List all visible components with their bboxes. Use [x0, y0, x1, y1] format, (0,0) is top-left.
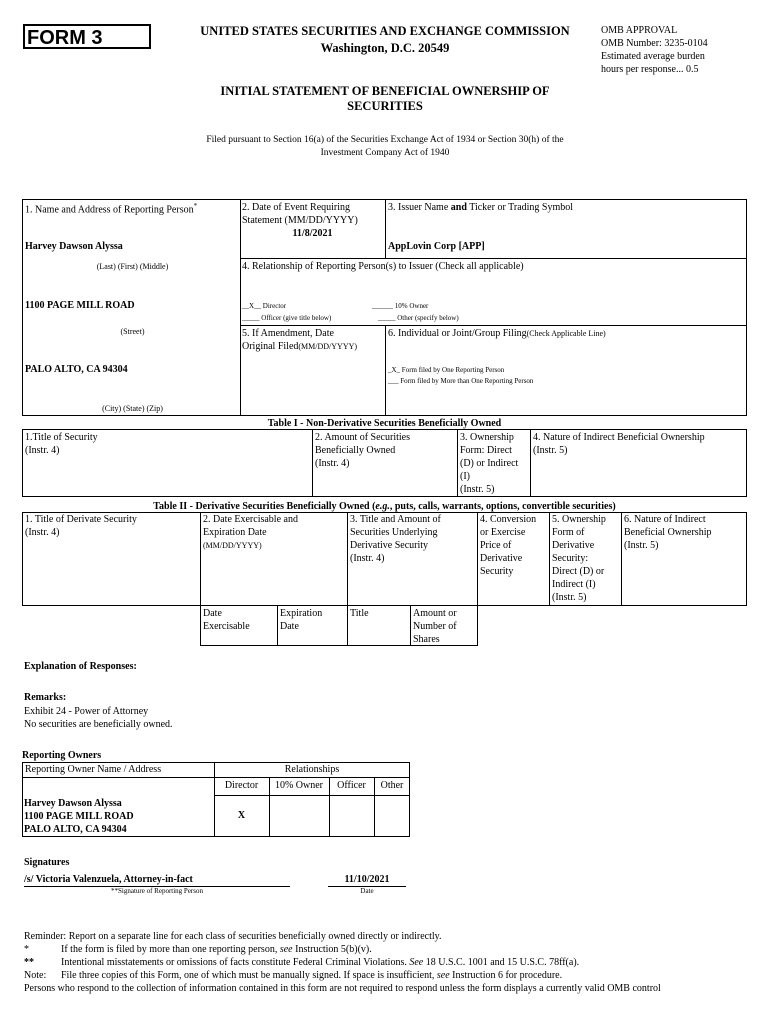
- filed-pursuant-line1: Filed pursuant to Section 16(a) of the Securities Exchange Act of 1934 or Section 30(h) of the: [206, 135, 564, 145]
- signatures-heading: Signatures: [24, 857, 70, 868]
- agency-title: [168, 24, 602, 56]
- box2-label: 2. Date of Event Requiring Statement (MM/DD/YYYY): [242, 202, 358, 226]
- box6-label: 6. Individual or Joint/Group Filing(Check Applicable Line): [388, 328, 606, 339]
- footer-persons: Persons who respond to the collection of information contained in this form are not required to respond unless the form displays a currently valid OMB control: [24, 983, 661, 994]
- signature-date-caption: Date: [360, 887, 374, 895]
- owner-director-mark: X: [237, 810, 246, 821]
- omb-number: OMB Number: 3235-0104: [601, 38, 708, 49]
- footer-note: Note: File three copies of this Form, one of which must be manually signed. If space is insufficient, see Instruction 6 for procedure.: [24, 970, 563, 981]
- form-label-box: [23, 24, 151, 49]
- signature-date: 11/10/2021: [344, 874, 390, 885]
- owner-name-address: Harvey Dawson Alyssa 1100 PAGE MILL ROAD PALO ALTO, CA 94304: [24, 798, 134, 835]
- omb-burden: Estimated average burden: [601, 51, 705, 62]
- table2-title: Table II - Derivative Securities Beneficially Owned (e.g., puts, calls, warrants, options, convertible securities): [153, 501, 616, 512]
- signature-caption: **Signature of Reporting Person: [111, 887, 203, 895]
- omb-heading: OMB APPROVAL: [601, 25, 678, 36]
- remarks-heading: Remarks:: [24, 692, 67, 703]
- agency-location: Washington, D.C. 20549: [320, 41, 450, 55]
- owners-col-other: Other: [380, 780, 404, 791]
- signature-value: /s/ Victoria Valenzuela, Attorney-in-fact: [24, 874, 193, 885]
- event-date: 11/8/2021: [292, 228, 333, 239]
- owners-col-ten-pct: 10% Owner: [274, 780, 324, 791]
- table1-col-amount: 2. Amount of Securities Beneficially Owned (Instr. 4): [315, 432, 410, 469]
- form-label: FORM 3: [27, 27, 103, 49]
- owners-col-name: Reporting Owner Name / Address: [25, 764, 162, 775]
- filing-one-person: _X_ Form filed by One Reporting Person: [388, 366, 505, 374]
- remarks-line: No securities are beneficially owned.: [24, 719, 173, 730]
- box3-label: 3. Issuer Name and Ticker or Trading Symbol: [388, 202, 574, 213]
- filed-pursuant-line2: Investment Company Act of 1940: [320, 148, 450, 158]
- table2-sub-amount: Amount or Number of Shares: [413, 608, 457, 645]
- name-caption: (Last) (First) (Middle): [96, 262, 169, 271]
- table2-sub-date-exercisable: Date Exercisable: [203, 608, 250, 632]
- table2-col-underlying: 3. Title and Amount of Securities Underlying Derivative Security (Instr. 4): [350, 514, 441, 564]
- filing-more-persons: ___ Form filed by More than One Reporting Person: [388, 377, 534, 385]
- table2-sub-title: Title: [350, 608, 369, 619]
- form-title: [150, 84, 620, 114]
- relationship-director: __X__ Director: [242, 302, 287, 310]
- reporting-person-street: 1100 PAGE MILL ROAD: [25, 300, 135, 311]
- remarks-line: Exhibit 24 - Power of Attorney: [24, 706, 149, 717]
- table1-col-title: 1.Title of Security (Instr. 4): [25, 432, 98, 456]
- footer-double-star: ** Intentional misstatements or omissions of facts constitute Federal Criminal Violations. See 18 U.S.C. 1001 and 15 U.S.C. 78ff(a).: [24, 957, 580, 968]
- relationship-other: _____ Other (specify below): [378, 314, 459, 322]
- box5-label: 5. If Amendment, Date Original Filed(MM/DD/YYYY): [242, 328, 358, 352]
- footer-notes: [24, 930, 764, 995]
- table1-col-nature: 4. Nature of Indirect Beneficial Ownership (Instr. 5): [533, 432, 705, 456]
- form-title-line1: INITIAL STATEMENT OF BENEFICIAL OWNERSHIP OF: [220, 84, 550, 98]
- relationship-officer: _____ Officer (give title below): [242, 314, 332, 322]
- table2-col-dates: 2. Date Exercisable and Expiration Date (MM/DD/YYYY): [203, 514, 298, 550]
- box4-label: 4. Relationship of Reporting Person(s) to Issuer (Check all applicable): [242, 261, 524, 272]
- owners-col-officer: Officer: [337, 780, 366, 791]
- table2-col-nature: 6. Nature of Indirect Beneficial Ownership (Instr. 5): [624, 514, 712, 551]
- table1-title: Table I - Non-Derivative Securities Beneficially Owned: [267, 418, 502, 429]
- owners-col-relationships: Relationships: [284, 764, 340, 775]
- omb-approval: [601, 24, 708, 76]
- owners-col-director: Director: [224, 780, 259, 791]
- explanation-heading: Explanation of Responses:: [24, 661, 137, 672]
- table1-col-ownership: 3. Ownership Form: Direct (D) or Indirect (I) (Instr. 5): [460, 432, 519, 495]
- footer-star: * If the form is filed by more than one reporting person, see Instruction 5(b)(v).: [24, 944, 372, 955]
- agency-name: UNITED STATES SECURITIES AND EXCHANGE COMMISSION: [200, 24, 570, 38]
- omb-hours: hours per response... 0.5: [601, 64, 699, 75]
- table2-col-conversion: 4. Conversion or Exercise Price of Derivative Security: [480, 514, 537, 577]
- table2-sub-expiration: Expiration Date: [280, 608, 323, 632]
- city-caption: (City) (State) (Zip): [102, 404, 163, 413]
- reporting-person-city: PALO ALTO, CA 94304: [25, 364, 128, 375]
- box1-label: 1. Name and Address of Reporting Person*: [25, 202, 198, 216]
- reporting-person-name: Harvey Dawson Alyssa: [25, 241, 123, 252]
- owners-heading: Reporting Owners: [22, 750, 102, 761]
- table2-col-title: 1. Title of Derivate Security (Instr. 4): [25, 514, 137, 538]
- table2-col-ownership: 5. Ownership Form of Derivative Security: Direct (D) or Indirect (I) (Instr. 5): [552, 514, 606, 603]
- filed-pursuant: [120, 134, 650, 160]
- street-caption: (Street): [120, 327, 145, 336]
- remarks-text: [24, 705, 173, 731]
- footer-reminder: Reminder: Report on a separate line for each class of securities beneficially owned directly or indirectly.: [24, 931, 442, 942]
- relationship-ten-pct: ______ 10% Owner: [372, 302, 429, 310]
- issuer-name: AppLovin Corp [APP]: [388, 241, 485, 252]
- form-title-line2: SECURITIES: [347, 99, 423, 113]
